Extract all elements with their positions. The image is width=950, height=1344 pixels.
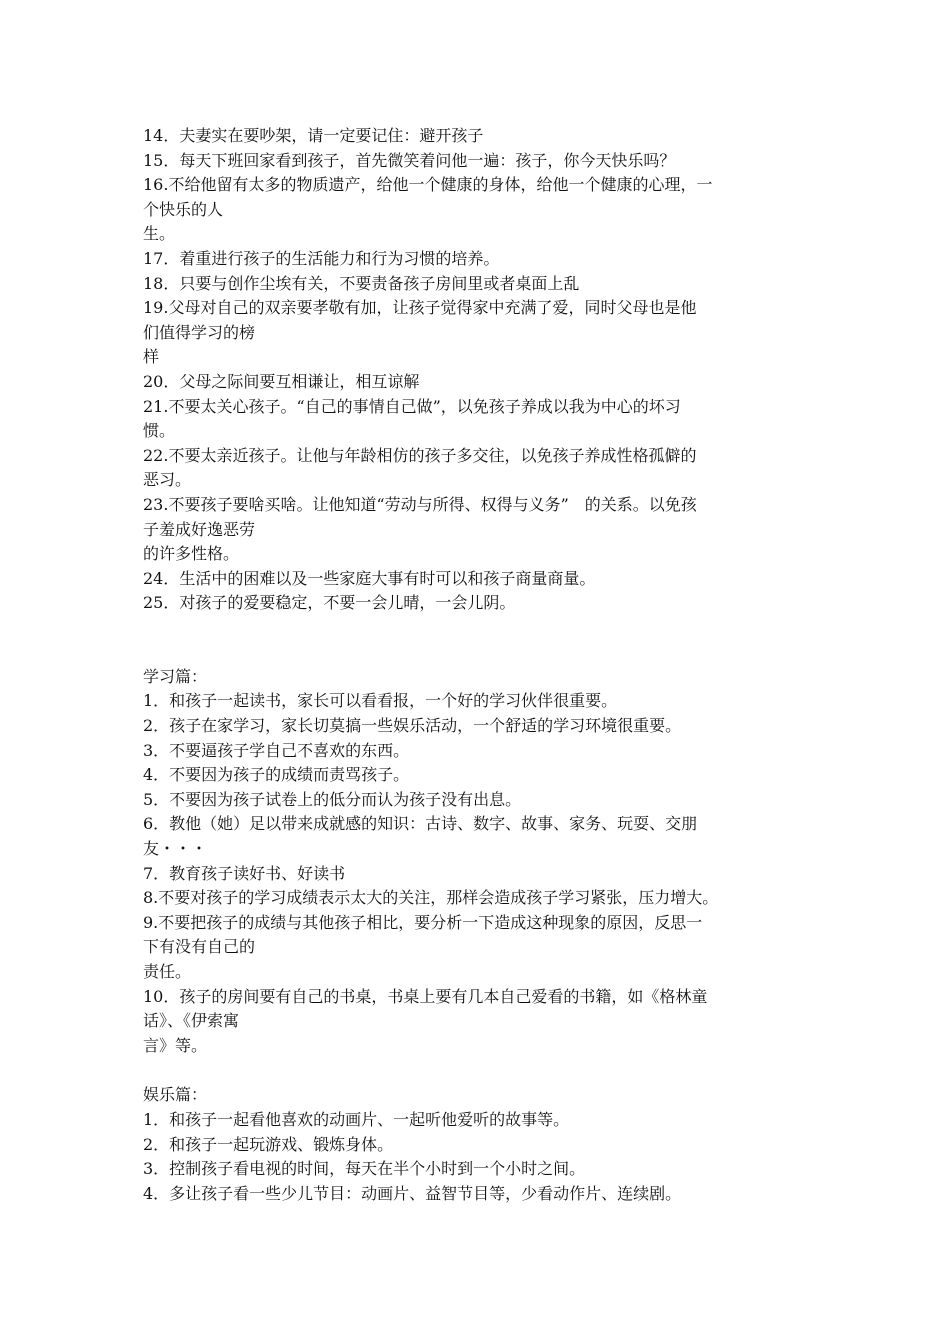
text-line: 的许多性格。 <box>143 544 240 564</box>
text-line: 25．对孩子的爱要稳定，不要一会儿晴，一会儿阴。 <box>143 593 516 613</box>
text-line: 15．每天下班回家看到孩子，首先微笑着问他一遍：孩子，你今天快乐吗？ <box>143 150 676 170</box>
text-line: 14．夫妻实在要吵架，请一定要记住：避开孩子 <box>143 126 484 145</box>
text-line: 们值得学习的榜 <box>143 322 256 342</box>
text-line: 22.不要太亲近孩子。让他与年龄相仿的孩子多交往，以免孩子养成性格孤僻的 <box>143 445 697 465</box>
section-spacer <box>143 1058 833 1083</box>
document-page <box>143 124 833 1206</box>
text-line: 惯。 <box>143 421 176 441</box>
text-line: 3．不要逼孩子学自己不喜欢的东西。 <box>143 740 410 760</box>
text-line: 言》等。 <box>143 1035 208 1055</box>
section-general <box>143 124 833 616</box>
text-line: 6．教他（她）足以带来成就感的知识：古诗、数字、故事、家务、玩耍、交朋 <box>143 814 698 834</box>
text-line: 23.不要孩子要啥买啥。让他知道“劳动与所得、权得与义务” 的关系。以免孩 <box>143 494 697 514</box>
text-line: 5．不要因为孩子试卷上的低分而认为孩子没有出息。 <box>143 789 522 809</box>
text-line: 4．不要因为孩子的成绩而责骂孩子。 <box>143 765 410 785</box>
text-line: 子羞成好逸恶劳 <box>143 519 256 539</box>
text-line: 1．和孩子一起看他喜欢的动画片、一起听他爱听的故事等。 <box>143 1109 570 1129</box>
text-line: 24．生活中的困难以及一些家庭大事有时可以和孩子商量商量。 <box>143 568 596 588</box>
section-study <box>143 665 833 1059</box>
text-line: 20．父母之际间要互相谦让，相互谅解 <box>143 371 420 391</box>
text-line: 话》、《伊索寓 <box>143 1011 240 1031</box>
text-line: 3．控制孩子看电视的时间，每天在半个小时到一个小时之间。 <box>143 1159 586 1179</box>
text-line: 18．只要与创作尘埃有关，不要责备孩子房间里或者桌面上乱 <box>143 273 580 293</box>
text-line: 个快乐的人 <box>143 199 224 219</box>
text-line: 样 <box>143 347 160 367</box>
text-line: 16.不给他留有太多的物质遗产，给他一个健康的身体，给他一个健康的心理，一 <box>143 175 713 195</box>
text-line: 4．多让孩子看一些少儿节目：动画片、益智节目等，少看动作片、连续剧。 <box>143 1183 682 1203</box>
section-heading: 娱乐篇： <box>143 1085 208 1105</box>
text-line: 17．着重进行孩子的生活能力和行为习惯的培养。 <box>143 248 500 268</box>
text-line: 友・・・ <box>143 839 208 859</box>
text-line: 9.不要把孩子的成绩与其他孩子相比，要分析一下造成这种现象的原因，反思一 <box>143 912 703 932</box>
text-line: 21.不要太关心孩子。“自己的事情自己做”，以免孩子养成以我为中心的坏习 <box>143 396 681 416</box>
text-line: 责任。 <box>143 962 192 981</box>
section-spacer <box>143 616 833 665</box>
text-line: 生。 <box>143 224 176 244</box>
text-line: 1．和孩子一起读书，家长可以看看报，一个好的学习伙伴很重要。 <box>143 691 618 711</box>
section-entertainment <box>143 1083 833 1206</box>
text-line: 7．教育孩子读好书、好读书 <box>143 863 346 883</box>
text-line: 10．孩子的房间要有自己的书桌，书桌上要有几本自己爱看的书籍，如《格林童 <box>143 986 708 1006</box>
text-line: 恶习。 <box>143 470 192 490</box>
text-line: 2．和孩子一起玩游戏、锻炼身体。 <box>143 1134 394 1154</box>
section-heading: 学习篇： <box>143 666 208 686</box>
text-line: 19.父母对自己的双亲要孝敬有加，让孩子觉得家中充满了爱，同时父母也是他 <box>143 298 697 318</box>
text-line: 下有没有自己的 <box>143 937 256 957</box>
text-line: 8.不要对孩子的学习成绩表示太大的关注，那样会造成孩子学习紧张，压力增大。 <box>143 888 719 908</box>
text-line: 2．孩子在家学习，家长切莫搞一些娱乐活动，一个舒适的学习环境很重要。 <box>143 716 682 736</box>
